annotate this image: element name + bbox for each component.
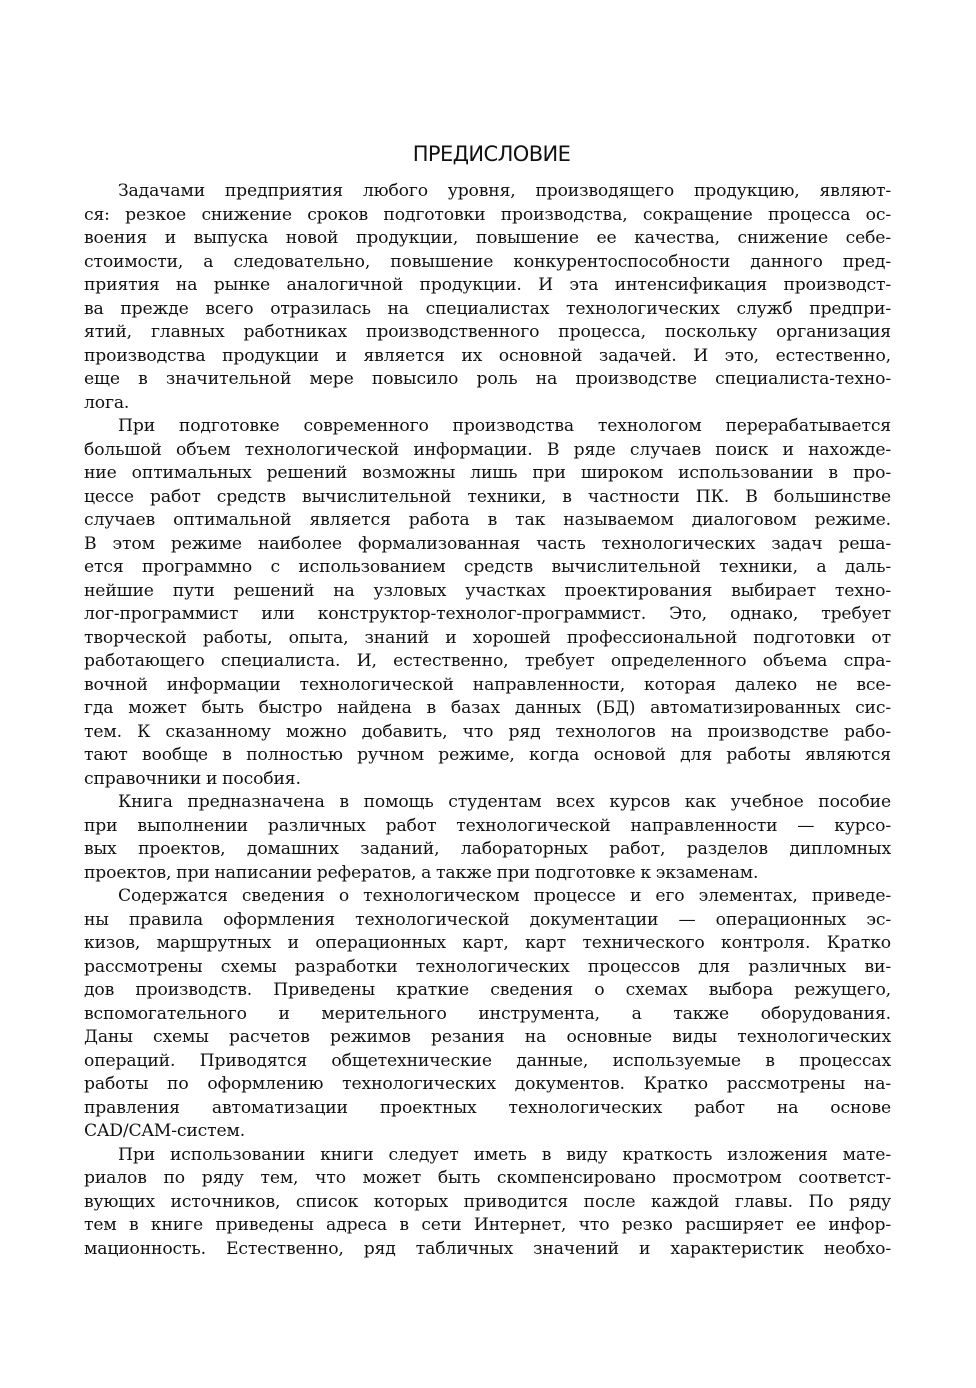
text-line: ется программно с использованием средств вычислительной техники, а даль- (84, 557, 891, 577)
text-line: еще в значительной мере повысило роль на производстве специалиста-техно- (84, 369, 891, 389)
text-line: ся: резкое снижение сроков подготовки производства, сокращение процесса ос- (84, 204, 891, 225)
text-line: Даны схемы расчетов режимов резания на основные виды технологических (84, 1027, 891, 1047)
text-line: Задачами предприятия любого уровня, производящего продукцию, являют- (118, 181, 891, 201)
text-line: приятия на рынке аналогичной продукции. И эта интенсификация производст- (84, 275, 891, 295)
text-line: воения и выпуска новой продукции, повышение ее качества, снижение себе- (84, 228, 891, 248)
text-line: рассмотрены схемы разработки технологических процессов для различных ви- (84, 956, 891, 977)
text-line: лог-программист или конструктор-технолог-программист. Это, однако, требует (84, 604, 891, 624)
text-line: При подготовке современного производства технологом перерабатывается (118, 416, 891, 436)
text-line: дов производств. Приведены краткие сведения о схемах выбора режущего, (84, 980, 891, 1000)
text-line: операций. Приводятся общетехнические данные, используемые в процессах (84, 1050, 891, 1071)
paragraph (84, 791, 891, 885)
text-line: вочной информации технологической направленности, которая далеко не все- (84, 674, 891, 695)
paragraph (84, 885, 891, 1144)
text-line: случаев оптимальной является работа в так называемом диалоговом режиме. (84, 510, 891, 530)
text-line: кизов, маршрутных и операционных карт, карт технического контроля. Кратко (84, 933, 891, 953)
text-line: ва прежде всего отразилась на специалистах технологических служб предпри- (84, 298, 891, 319)
paragraph (84, 415, 891, 791)
text-line: риалов по ряду тем, что может быть скомпенсировано просмотром соответст- (84, 1168, 891, 1188)
text-line: работающего специалиста. И, естественно, требует определенного объема спра- (84, 651, 891, 671)
text-line: Книга предназначена в помощь студентам всех курсов как учебное пособие (118, 792, 891, 812)
text-line: При использовании книги следует иметь в виду краткость изложения мате- (118, 1144, 891, 1165)
text-line: CAD/CAM-систем. (84, 1121, 246, 1141)
text-line: ятий, главных работниках производственного процесса, поскольку организация (84, 322, 891, 342)
text-line: проектов, при написании рефератов, а также при подготовке к экзаменам. (84, 862, 759, 883)
text-line: производства продукции и является их основной задачей. И это, естественно, (84, 345, 891, 366)
text-line: вующих источников, список которых приводится после каждой главы. По ряду (84, 1191, 891, 1212)
text-line: ние оптимальных решений возможны лишь при широком использовании в про- (84, 463, 891, 483)
page-title: ПРЕДИСЛОВИЕ (412, 142, 571, 166)
text-line: вых проектов, домашних заданий, лабораторных работ, разделов дипломных (84, 839, 891, 859)
text-line: мационность. Естественно, ряд табличных значений и характеристик необхо- (84, 1238, 891, 1259)
document-body (84, 180, 891, 1261)
text-line: гда может быть быстро найдена в базах данных (БД) автоматизированных сис- (84, 698, 891, 718)
text-line: работы по оформлению технологических документов. Кратко рассмотрены на- (84, 1074, 891, 1094)
text-line: большой объем технологической информации. В ряде случаев поиск и нахожде- (84, 439, 891, 460)
text-line: лога. (84, 392, 130, 413)
paragraph (84, 180, 891, 415)
text-line: творческой работы, опыта, знаний и хорошей профессиональной подготовки от (84, 627, 891, 648)
text-line: нейшие пути решений на узловых участках проектирования выбирает техно- (84, 580, 891, 601)
text-line: тают вообще в полностью ручном режиме, когда основой для работы являются (84, 745, 891, 765)
text-line: В этом режиме наиболее формализованная часть технологических задач реша- (84, 533, 891, 554)
text-line: при выполнении различных работ технологической направленности — курсо- (84, 815, 891, 836)
text-line: ны правила оформления технологической документации — операционных эс- (84, 909, 891, 930)
text-line: стоимости, а следовательно, повышение конкурентоспособности данного пред- (84, 251, 891, 272)
text-line: правления автоматизации проектных технологических работ на основе (84, 1097, 891, 1118)
text-line: Содержатся сведения о технологическом процессе и его элементах, приведе- (118, 886, 891, 906)
text-line: цессе работ средств вычислительной техники, в частности ПК. В большинстве (84, 486, 891, 507)
text-line: тем в книге приведены адреса в сети Интернет, что резко расширяет ее инфор- (84, 1215, 891, 1235)
text-line: справочники и пособия. (84, 768, 301, 789)
paragraph (84, 1144, 891, 1262)
text-line: вспомогательного и мерительного инструмента, а также оборудования. (84, 1003, 891, 1024)
document-page (84, 138, 891, 1261)
text-line: тем. К сказанному можно добавить, что ряд технологов на производстве рабо- (84, 721, 891, 742)
